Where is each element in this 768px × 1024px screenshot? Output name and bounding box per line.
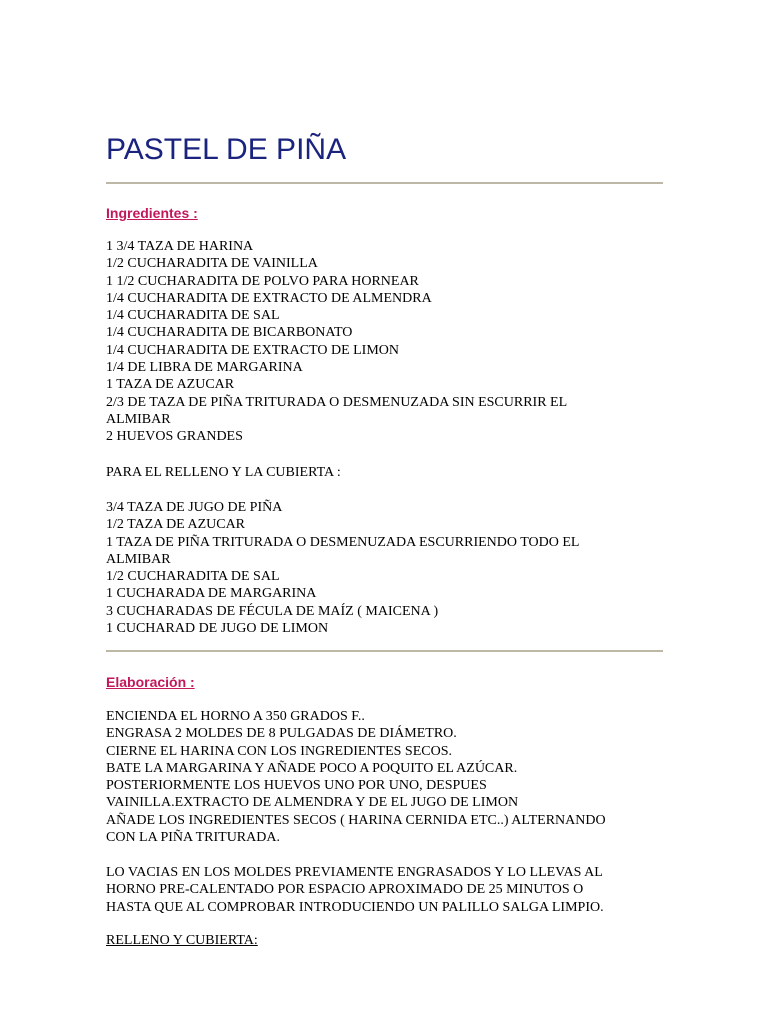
step-line: CON LA PIÑA TRITURADA. [106,830,280,846]
filling-ingredient-line: 1/2 TAZA DE AZUCAR [106,517,246,533]
step-line: AÑADE LOS INGREDIENTES SECOS ( HARINA CERNIDA ETC..) ALTERNANDO [106,812,606,828]
filling-method-heading-text: RELLENO Y CUBIERTA [106,933,254,948]
filling-ingredient-line: 1 CUCHARADA DE MARGARINA [106,586,317,602]
ingredient-line: 1/4 CUCHARADITA DE SAL [106,308,280,324]
page-title: PASTEL DE PIÑA [106,133,347,166]
ingredient-line: 2 HUEVOS GRANDES [106,429,243,445]
ingredients-list [106,238,567,446]
ingredient-line: 2/3 DE TAZA DE PIÑA TRITURADA O DESMENUZADA SIN ESCURRIR EL [106,394,568,410]
step-line: ENGRASA 2 MOLDES DE 8 PULGADAS DE DIÁMETRO. [106,726,457,742]
ingredients-heading: Ingredientes : [106,205,198,221]
step-line: CIERNE EL HARINA CON LOS INGREDIENTES SECOS. [106,743,452,759]
ingredient-line: 1 1/2 CUCHARADITA DE POLVO PARA HORNEAR [106,273,419,289]
step-line: VAINILLA.EXTRACTO DE ALMENDRA Y DE EL JUGO DE LIMON [106,795,519,811]
filling-ingredients-list [106,499,579,637]
filling-ingredient-line: 3 CUCHARADAS DE FÉCULA DE MAÍZ ( MAICENA ) [106,603,439,619]
ingredient-line: 1/4 DE LIBRA DE MARGARINA [106,360,303,376]
bake-paragraph [106,864,604,916]
ingredient-line: 1 TAZA DE AZUCAR [106,377,235,393]
bake-line: HASTA QUE AL COMPROBAR INTRODUCIENDO UN PALILLO SALGA LIMPIO. [106,899,604,915]
section-divider [106,650,663,652]
filling-ingredient-line: 3/4 TAZA DE JUGO DE PIÑA [106,500,283,515]
ingredient-line: 1 3/4 TAZA DE HARINA [106,239,254,254]
filling-label: PARA EL RELLENO Y LA CUBIERTA : [106,465,341,480]
ingredient-line: 1/4 CUCHARADITA DE BICARBONATO [106,325,353,341]
filling-ingredient-line: ALMIBAR [106,551,171,567]
ingredient-line: 1/2 CUCHARADITA DE VAINILLA [106,256,318,272]
step-line: ENCIENDA EL HORNO A 350 GRADOS F.. [106,709,365,724]
bake-line: HORNO PRE-CALENTADO POR ESPACIO APROXIMADO DE 25 MINUTOS O [106,882,584,898]
bake-line: LO VACIAS EN LOS MOLDES PREVIAMENTE ENGRASADOS Y LO LLEVAS AL [106,865,603,880]
filling-method-heading [106,933,258,949]
elaboration-heading: Elaboración : [106,674,195,690]
ingredient-line: 1/4 CUCHARADITA DE EXTRACTO DE ALMENDRA [106,290,432,306]
step-line: POSTERIORMENTE LOS HUEVOS UNO POR UNO, DESPUES [106,778,487,794]
filling-ingredient-line: 1 TAZA DE PIÑA TRITURADA O DESMENUZADA ESCURRIENDO TODO EL [106,534,580,550]
step-line: BATE LA MARGARINA Y AÑADE POCO A POQUITO EL AZÚCAR. [106,760,518,776]
filling-ingredient-line: 1 CUCHARAD DE JUGO DE LIMON [106,621,329,637]
ingredient-line: 1/4 CUCHARADITA DE EXTRACTO DE LIMON [106,342,400,358]
filling-ingredient-line: 1/2 CUCHARADITA DE SAL [106,569,280,585]
title-divider [106,182,663,184]
steps-list [106,708,606,846]
filling-method-heading-colon: : [253,933,258,948]
ingredient-line: ALMIBAR [106,411,171,427]
